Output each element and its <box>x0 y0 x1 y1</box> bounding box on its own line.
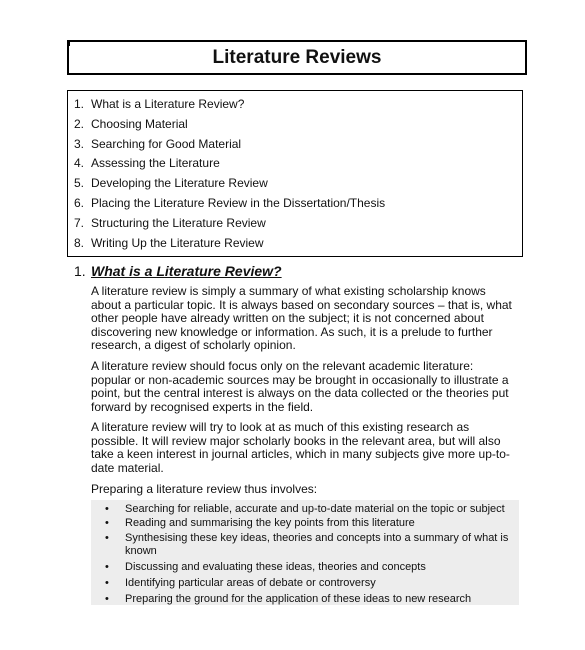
bullet-icon: • <box>105 577 109 589</box>
toc-item <box>74 234 522 254</box>
paragraph-line: A literature review will try to look at as much of this existing research as <box>91 420 470 434</box>
toc-item-number: 7. <box>74 215 85 230</box>
page-title: Literature Reviews <box>212 46 382 68</box>
paragraph-line: research, a digest of scholarly opinion. <box>91 338 296 352</box>
toc-item-label: Developing the Literature Review <box>91 176 268 191</box>
list-item-line: Searching for reliable, accurate and up-to-date material on the topic or subject <box>125 503 505 515</box>
list-item-text <box>125 503 515 516</box>
list-item-text <box>125 561 515 574</box>
paragraph-line: date material. <box>91 460 164 475</box>
toc-item-label: Writing Up the Literature Review <box>91 235 264 250</box>
paragraph-line: take a keen interest in journal articles, which in many subjects give more up-to- <box>91 447 510 461</box>
table-of-contents <box>67 90 523 257</box>
section-title: What is a Literature Review? <box>91 263 282 279</box>
paragraph-line: popular or non-academic sources may be brought in occasionally to illustrate a <box>91 372 509 387</box>
toc-item <box>74 214 522 234</box>
paragraph <box>91 360 521 414</box>
toc-item <box>74 194 522 214</box>
paragraph-line: A literature review should focus only on the relevant academic literature: <box>91 359 474 373</box>
list-item-line: Preparing the ground for the application of these ideas to new research <box>125 593 472 605</box>
paragraph <box>91 421 521 475</box>
toc-item-label: Choosing Material <box>91 116 188 131</box>
paragraph <box>91 483 521 497</box>
toc-item-number: 5. <box>74 176 85 191</box>
paragraph-line: A literature review is simply a summary of what existing scholarship knows <box>91 284 486 298</box>
paragraph-line: other people have already written on the subject; it is not concerned about <box>91 311 484 325</box>
list-item <box>105 532 515 558</box>
list-item <box>105 593 515 606</box>
bullet-icon: • <box>105 503 109 515</box>
list-item-text <box>125 593 515 606</box>
list-item <box>105 503 515 516</box>
title-box <box>67 40 527 75</box>
list-item-line: Synthesising these key ideas, theories and concepts into a summary of what is <box>125 532 509 544</box>
list-item-line: Discussing and evaluating these ideas, theories and concepts <box>125 561 426 573</box>
paragraph-line: about a particular topic. It is always based on secondary sources – that is, what <box>91 297 512 312</box>
list-item <box>105 561 515 574</box>
toc-item-number: 4. <box>74 156 85 171</box>
section-heading <box>74 262 282 280</box>
paragraph-line: possible. It will review major scholarly books in the relevant area, but will also <box>91 433 501 448</box>
list-item <box>105 577 515 590</box>
toc-item <box>74 174 522 194</box>
toc-item <box>74 135 522 155</box>
toc-item-number: 6. <box>74 195 85 210</box>
list-item-text <box>125 517 515 530</box>
bullet-icon: • <box>105 517 109 529</box>
toc-item-number: 3. <box>74 136 85 151</box>
toc-item-label: Searching for Good Material <box>91 136 242 151</box>
toc-item-label: Placing the Literature Review in the Dissertation/Thesis <box>91 195 386 210</box>
toc-item-number: 2. <box>74 116 85 131</box>
list-item <box>105 517 515 530</box>
list-item-line: Reading and summarising the key points from this literature <box>125 517 415 529</box>
list-item-line: Identifying particular areas of debate or controversy <box>125 577 376 589</box>
list-item-line: known <box>125 545 157 557</box>
title-box-accent <box>67 40 70 46</box>
bullet-icon: • <box>105 593 109 605</box>
toc-item <box>74 95 522 115</box>
paragraph-line: point, but the central interest is always on the data collected or the theories put <box>91 386 509 400</box>
toc-item <box>74 154 522 174</box>
paragraph <box>91 285 521 353</box>
toc-item-label: What is a Literature Review? <box>91 97 245 111</box>
toc-item-number: 8. <box>74 235 85 250</box>
paragraph-line: forward by recognised experts in the field. <box>91 399 314 414</box>
bullet-icon: • <box>105 532 109 544</box>
section-number: 1. <box>74 263 86 279</box>
toc-item-label: Assessing the Literature <box>91 156 220 171</box>
bullet-icon: • <box>105 561 109 573</box>
toc-item-label: Structuring the Literature Review <box>91 215 266 230</box>
toc-item <box>74 115 522 135</box>
list-item-text <box>125 577 515 590</box>
toc-item-number: 1. <box>74 97 85 111</box>
paragraph-line: discovering new knowledge or information. As such, it is a prelude to further <box>91 324 493 339</box>
paragraph-line: Preparing a literature review thus involves: <box>91 482 318 496</box>
list-item-text <box>125 532 515 558</box>
